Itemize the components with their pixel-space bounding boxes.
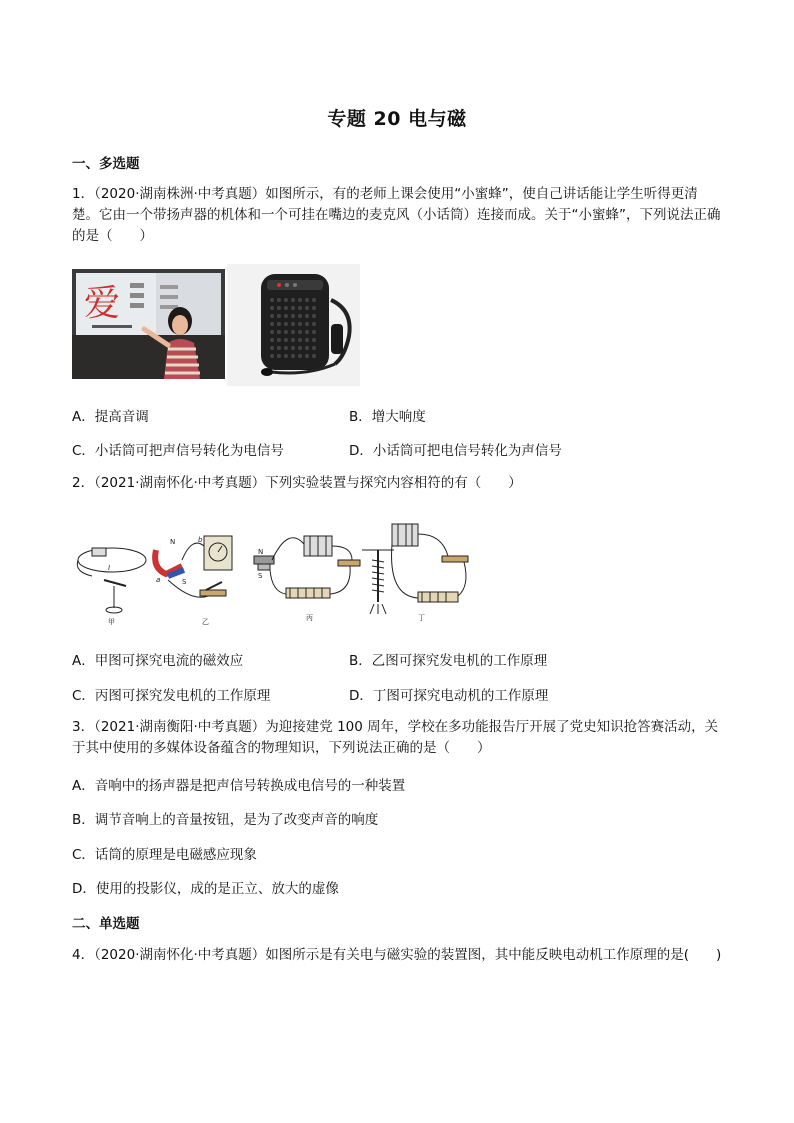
label-n-yi: N (170, 538, 176, 546)
apparatus-jia (77, 548, 146, 613)
page-title: 专题 20 电与磁 (327, 108, 467, 130)
q2-option-a: A．甲图可探究电流的磁效应 (72, 653, 244, 669)
label-current-i: I (108, 564, 111, 572)
q3-option-a: A．音响中的扬声器是把声信号转换成电信号的一种装置 (72, 778, 406, 794)
label-a: a (156, 576, 161, 584)
q1-option-d: D．小话筒可把电信号转化为声信号 (349, 443, 562, 459)
q3-option-d: D．使用的投影仪，成的是正立、放大的虚像 (72, 881, 339, 897)
label-s-yi: S (182, 578, 187, 586)
section-heading-multiple-choice: 一、多选题 (72, 156, 140, 172)
apparatus-yi (155, 536, 232, 597)
experiment-apparatus-figure (72, 516, 472, 626)
figure-label-jia: 甲 (108, 618, 115, 626)
board-character: 爱 (84, 283, 121, 324)
label-n-bing: N (258, 548, 264, 556)
q1-option-c: C．小话筒可把声信号转化为电信号 (72, 443, 284, 459)
apparatus-ding (362, 524, 468, 614)
label-s-bing: S (258, 572, 263, 580)
question-1-text: 1．（2020·湖南株洲·中考真题）如图所示，有的老师上课会使用“小蜜蜂”，使自己讲话能让学生听得更清楚。它由一个带扬声器的机体和一个可挂在嘴边的麦克风（小话筒）连接而成。关于“小蜜蜂”，下列说法正确的是（ ） (72, 186, 721, 244)
figure-label-ding: 丁 (418, 614, 425, 622)
q3-option-c: C．话筒的原理是电磁感应现象 (72, 847, 257, 863)
figure-label-bing: 丙 (306, 614, 313, 622)
q2-option-b: B．乙图可探究发电机的工作原理 (349, 653, 548, 669)
section-heading-single-choice: 二、单选题 (72, 916, 140, 932)
teacher-photo (72, 269, 225, 379)
question-2-text: 2．（2021·湖南怀化·中考真题）下列实验装置与探究内容相符的有（ ） (72, 475, 522, 491)
apparatus-bing (254, 536, 360, 598)
q1-option-b: B．增大响度 (349, 409, 426, 425)
figure-label-yi: 乙 (202, 618, 209, 626)
q1-option-a: A．提高音调 (72, 409, 149, 425)
speaker-device-photo (227, 264, 360, 386)
q3-option-b: B．调节音响上的音量按钮，是为了改变声音的响度 (72, 812, 379, 828)
q2-option-c: C．丙图可探究发电机的工作原理 (72, 688, 271, 704)
question-4-text: 4．（2020·湖南怀化·中考真题）如图所示是有关电与磁实验的装置图，其中能反映电动机工作原理的是( ) (72, 947, 722, 963)
q2-option-d: D．丁图可探究电动机的工作原理 (349, 688, 549, 704)
question-3-text: 3．（2021·湖南衡阳·中考真题）为迎接建党 100 周年，学校在多功能报告厅开展了党史知识抢答赛活动，关于其中使用的多媒体设备蕴含的物理知识，下列说法正确的是（ ） (72, 719, 719, 756)
label-b: b (198, 536, 203, 544)
